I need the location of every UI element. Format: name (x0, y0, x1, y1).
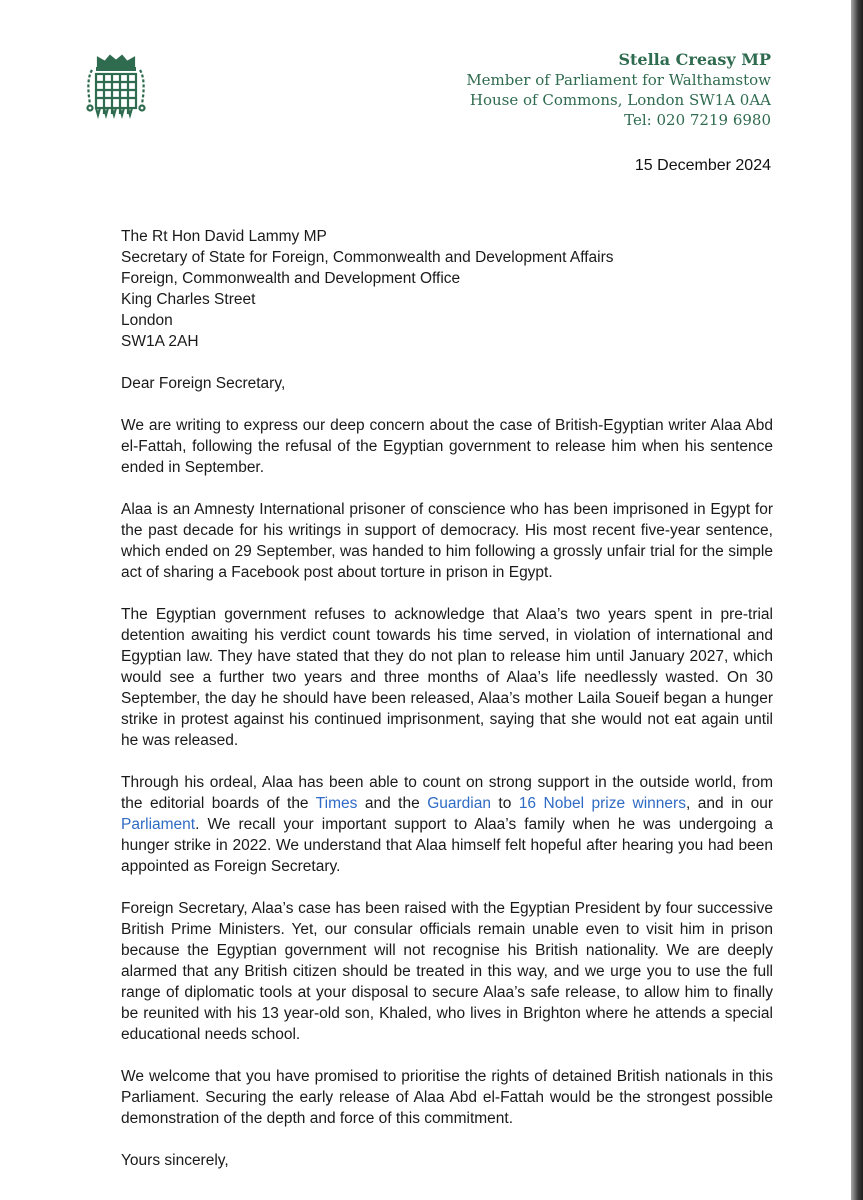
letter-body (121, 226, 773, 1171)
recipient-line: Foreign, Commonwealth and Development Office (121, 270, 461, 287)
paragraph-4-text: . We recall your important support to Alaa’s family when he was undergoing a hunger strike in 2022. We understand that Alaa himself felt hopeful after hearing you had been appointed as Foreign Secretary. (121, 816, 773, 875)
mp-address: House of Commons, London SW1A 0AA (469, 91, 771, 109)
paragraph-3: The Egyptian government refuses to acknowledge that Alaa’s two years spent in pre-trial detention awaiting his verdict count towards his time served, in violation of international and Egyptian law. They have stated that they do not plan to release him until January 2027, which would see a further two years and three months of Alaa’s life needlessly wasted. On 30 September, the day he should have been released, Alaa’s mother Laila Soueif began a hunger strike in protest against his continued imprisonment, saying that she would not eat again until he was released. (121, 606, 773, 749)
page-edge-shadow (851, 0, 863, 1200)
paragraph-4-text: Through his ordeal, Alaa has been able to count on strong support in the outside world, from the editorial boards of the (121, 774, 773, 812)
paragraph-4-text: and the (357, 795, 428, 812)
link-parliament[interactable]: Parliament (121, 816, 196, 833)
link-nobel-winners[interactable]: 16 Nobel prize winners (518, 795, 686, 812)
link-times[interactable]: Times (315, 795, 358, 812)
recipient-line: SW1A 2AH (121, 333, 199, 350)
recipient-line: London (121, 312, 173, 329)
paragraph-6: We welcome that you have promised to prioritise the rights of detained British nationals in this Parliament. Securing the early release of Alaa Abd el-Fattah would be the strongest possible demonstration of the depth and force of this commitment. (121, 1068, 773, 1127)
paragraph-2: Alaa is an Amnesty International prisoner of conscience who has been imprisoned in Egypt for the past decade for his writings in support of democracy. His most recent five-year sentence, which ended on 29 September, was handed to him following a grossly unfair trial for the simple act of sharing a Facebook post about torture in prison in Egypt. (121, 501, 773, 581)
recipient-line: The Rt Hon David Lammy MP (121, 228, 327, 245)
salutation: Dear Foreign Secretary, (121, 375, 286, 392)
recipient-line: King Charles Street (121, 291, 256, 308)
paragraph-5: Foreign Secretary, Alaa’s case has been raised with the Egyptian President by four successive British Prime Ministers. Yet, our consular officials remain unable even to visit him in prison because the Egyptian government will not recognise his British nationality. We are deeply alarmed that any British citizen should be treated in this way, and we urge you to use the full range of diplomatic tools at your disposal to secure Alaa’s safe release, to allow him to finally be reunited with his 13 year-old son, Khaled, who lives in Brighton where he attends a special educational needs school. (121, 900, 773, 1043)
closing: Yours sincerely, (121, 1152, 229, 1169)
mp-name: Stella Creasy MP (618, 50, 771, 69)
recipient-line: Secretary of State for Foreign, Commonwealth and Development Affairs (121, 249, 614, 266)
paragraph-4-text: to (490, 795, 519, 812)
paragraph-1: We are writing to express our deep concern about the case of British-Egyptian writer Alaa Abd el-Fattah, following the refusal of the Egyptian government to release him when his sentence ended in September. (121, 417, 773, 476)
link-guardian[interactable]: Guardian (427, 795, 491, 812)
paragraph-4 (121, 772, 773, 877)
portcullis-icon (84, 52, 148, 122)
letter-date: 15 December 2024 (634, 157, 771, 174)
mp-telephone: Tel: 020 7219 6980 (624, 111, 771, 129)
letterhead (466, 50, 771, 130)
paragraph-4-text: , and in our (685, 795, 773, 812)
recipient-address (121, 226, 773, 352)
mp-role: Member of Parliament for Walthamstow (466, 71, 771, 89)
